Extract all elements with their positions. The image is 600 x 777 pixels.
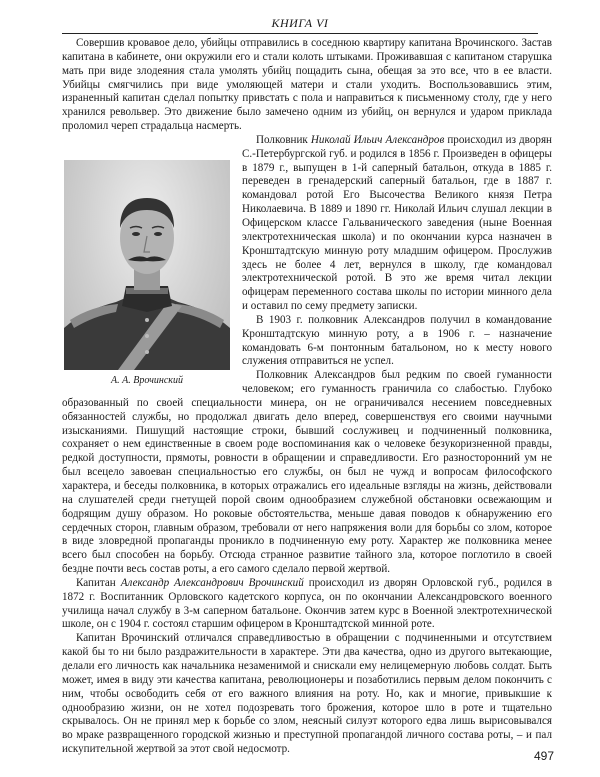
paragraph-text: Совершив кровавое дело, убийцы отправились в соседнюю квартиру капитана Врочинского. Застав капитана в кабинете, они окружили его и стали колоть штыками. Проживавшая с капитаном старушка мать при виде злодеяния стала умолять убийц пощадить сына, обещая за это все, что в ее власти. Убийцы смягчились при виде умоляющей матери и стали уходить. Воспользовавшись этим, израненный капитан сделал попытку привстать с пола и направиться к письменному столу, где у него хранился револьвер. Это движение было замечено одним из убийц, он вернулся и ударом приклада проломил череп страдальца насмерть. [62, 37, 552, 133]
paragraph-text: происходил из дворян Орловской губ., родился в 1872 г. Воспитанник Орловского кадетского корпуса, он по окончании Александровского военного училища начал службу в 3-м саперном батальоне. Окончив затем курс в Военной электротехнической школе, он с 1904 г. состоял старшим офицером в Кронштадтской минной роте. [62, 576, 552, 631]
paragraph [62, 369, 552, 577]
paragraph-text: происходил из дворян С.-Петербургской губ. и родился в 1856 г. Произведен в офицеры в 1879 г., выпущен в 1-й саперный батальон, откуда в 1885 г. переведен в гренадерский саперный батальон, где в 1887 г. командовал ротой Его Высочества Великого князя Петра Николаевича. В 1889 и 1890 гг. Николай Ильич слушал лекции в Офицерском классе Гальванического заведения (ныне Военная электротехническая школа) и по окончании курса назначен в Кронштадтскую минную роту младшим офицером. Прослужив здесь не более 4 лет, вернулся в школу, где командовал электротехнической ротой. В это же время читал лекции офицерам переменного состава школы по истории минного дела и оставил по сему предмету записки. [242, 133, 552, 313]
portrait-caption: А. А. Врочинский [111, 374, 183, 386]
person-name: Николай Ильич Александров [310, 133, 445, 146]
paragraph-text: Капитан [76, 576, 121, 589]
running-head: КНИГА VI [62, 16, 538, 34]
paragraph [62, 577, 552, 632]
officer-portrait-icon [64, 160, 230, 370]
page-number: 497 [533, 749, 554, 763]
portrait-figure [62, 160, 232, 388]
paragraph-text: Капитан Врочинский отличался справедливостью в обращении с подчиненными и отсутствием какой бы то ни было раздражительности в характере. Эти два качества, одно из другого вытекающие, делали его личность как начальника незаменимой и снискали ему нелицемерную любовь солдат. Быть может, имея в виду эти качества капитана, революционеры и позаботились первым делом покончить с ним, чтобы освободить себя от его важного влияния на роту. Но, как и многие, привыкшие к однообразию жизни, он не хотел подозревать того брожения, которое шло в роте и тщательно скрывалось. Он не принял мер к борьбе со злом, неясный силуэт которого едва лишь вырисовывался во мраке развращенного городской жизнью и преступной пропагандой личного состава роты, – и пал искупительной жертвой за этот свой недосмотр. [62, 632, 552, 756]
paragraph-text: Полковник Александров был редким по своей гуманности человеком; его гуманность граничила со слабостью. Глубоко образованный по своей специальности минера, он не ограничивался несением повседневных обязанностей службы, но продолжал двигать дело вперед, совершенствуя его своими научными изысканиями. Пишущий настоящие строки, бывший сослуживец и подчиненный полковника, сохраняет о нем единственные в своем роде воспоминания как о человеке безукоризненной правды, редкой доступности, прямоты, ровности в обращении и справедливости. Его разносторонний ум не был всецело завоеван специальностью его службы, он был не чужд и вопросам философского характера, и беседы полковника, в которых отражались его идеальные взгляды на жизнь, действовали на слушателей среди гнетущей порой своим однообразием служебной обстановки освежающим и бодрящим душу образом. Но роковые обстоятельства, меньше давая поводов к обнаружению его сердечных сторон, главным образом, требовали от него напряжения воли для борьбы со злом, которое в виде зловредной пропаганды проникло в подчиненную ему роту. Характер же полковника менее всего был способен на борьбу. Отсюда странное развитие тайного зла, которое поглотило в своей бездне почти весь состав роты, а его самого сделало первой жертвой. [62, 369, 552, 576]
paragraph [62, 632, 552, 757]
body-text [62, 37, 552, 757]
paragraph-text: В 1903 г. полковник Александров получил в командование Кронштадтскую минную роту, а в 1906 г. – назначение командовать 6-м понтонным батальоном, но к месту нового служения отправиться не успел. [242, 313, 552, 368]
paragraph-text: Полковник [256, 133, 311, 146]
paragraph [62, 37, 552, 134]
person-name: Александр Александрович Врочинский [120, 576, 304, 589]
portrait-photo [64, 160, 230, 370]
